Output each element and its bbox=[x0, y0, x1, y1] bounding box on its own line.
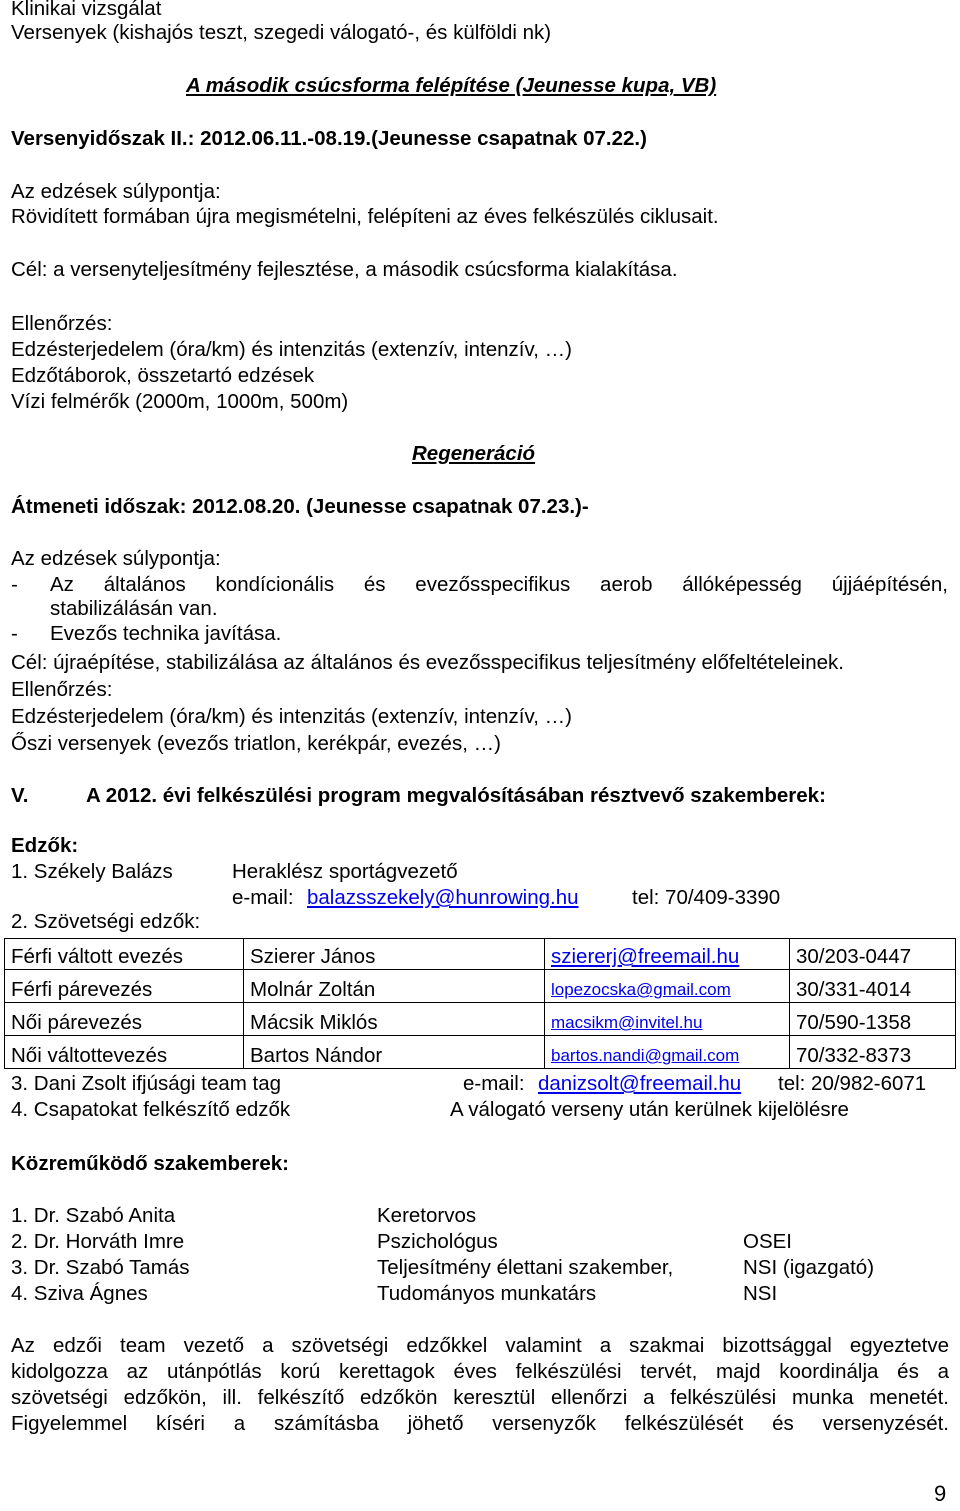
phone-cell: 30/203-0447 bbox=[790, 939, 956, 970]
paragraph-line: Figyelemmel kíséri a számításba jöhető versenyzők felkészülését és versenyzését. bbox=[11, 1412, 949, 1435]
coach-note: A válogató verseny után kerülnek kijelölésre bbox=[450, 1098, 849, 1121]
bullet-dash: - bbox=[11, 573, 18, 596]
email-label: e-mail: bbox=[463, 1072, 525, 1095]
phone: tel: 20/982-6071 bbox=[778, 1072, 927, 1095]
check-item: Vízi felmérők (2000m, 1000m, 500m) bbox=[11, 390, 349, 413]
email-link[interactable]: macsikm@invitel.hu bbox=[545, 1003, 790, 1036]
table-row bbox=[5, 939, 956, 970]
event-cell: Női párevezés bbox=[5, 1003, 244, 1036]
heading-clinical: Klinikai vizsgálat bbox=[11, 0, 162, 20]
expert-org: NSI (igazgató) bbox=[743, 1256, 875, 1279]
coach-name: 4. Csapatokat felkészítő edzők bbox=[11, 1098, 291, 1121]
section-title-regeneration: Regeneráció bbox=[412, 442, 536, 465]
check-item: Edzésterjedelem (óra/km) és intenzitás (extenzív, intenzív, …) bbox=[11, 338, 572, 361]
paragraph-line: szövetségi edzőkön, ill. felkészítő edzőkön keresztül ellenőrzi a felkészülési munka menetét. bbox=[11, 1386, 949, 1409]
coach-name: 1. Székely Balázs bbox=[11, 860, 173, 883]
event-cell: Női váltottevezés bbox=[5, 1036, 244, 1069]
expert-org: OSEI bbox=[743, 1230, 792, 1253]
bullet-line: Az általános kondícionális és evezősspecifikus aerob állóképesség újjáépítésén, bbox=[50, 573, 948, 596]
bullet-line: stabilizálásán van. bbox=[50, 597, 218, 620]
phone: tel: 70/409-3390 bbox=[632, 886, 781, 909]
expert-name: 3. Dr. Szabó Tamás bbox=[11, 1256, 190, 1279]
name-cell: Molnár Zoltán bbox=[244, 970, 545, 1003]
table-row bbox=[5, 1036, 956, 1069]
focus-label: Az edzések súlypontja: bbox=[11, 547, 221, 570]
coach-role: Heraklész sportágvezető bbox=[232, 860, 458, 883]
check-item: Őszi versenyek (evezős triatlon, kerékpár, evezés, …) bbox=[11, 732, 501, 755]
goal-text: Cél: újraépítése, stabilizálása az általános és evezősspecifikus teljesítmény előfeltételeinek. bbox=[11, 651, 844, 674]
page-number: 9 bbox=[934, 1481, 947, 1506]
phone-cell: 70/332-8373 bbox=[790, 1036, 956, 1069]
event-cell: Férfi párevezés bbox=[5, 970, 244, 1003]
check-item: Edzőtáborok, összetartó edzések bbox=[11, 364, 315, 387]
paragraph-line: kidolgozza az utánpótlás korú kerettagok éves felkészülési tervét, majd koordinálja és a bbox=[11, 1360, 949, 1383]
table-row bbox=[5, 970, 956, 1003]
section-title-staff: A 2012. évi felkészülési program megvalósításában résztvevő szakemberek: bbox=[86, 784, 826, 807]
check-item: Edzésterjedelem (óra/km) és intenzitás (extenzív, intenzív, …) bbox=[11, 705, 572, 728]
email-link[interactable]: sziererj@freemail.hu bbox=[545, 939, 790, 970]
bullet-line: Evezős technika javítása. bbox=[50, 622, 282, 645]
focus-label: Az edzések súlypontja: bbox=[11, 180, 221, 203]
expert-role: Tudományos munkatárs bbox=[377, 1282, 597, 1305]
goal-text: Cél: a versenyteljesítmény fejlesztése, a második csúcsforma kialakítása. bbox=[11, 258, 678, 281]
paragraph-line: Az edzői team vezető a szövetségi edzőkkel valamint a szakmai bizottsággal egyeztetve bbox=[11, 1334, 949, 1357]
name-cell: Szierer János bbox=[244, 939, 545, 970]
expert-role: Keretorvos bbox=[377, 1204, 477, 1227]
federal-coaches-table bbox=[4, 938, 956, 1069]
experts-title: Közreműködő szakemberek: bbox=[11, 1152, 289, 1175]
section-roman-numeral: V. bbox=[11, 784, 29, 807]
email-link[interactable]: danizsolt@freemail.hu bbox=[538, 1072, 742, 1095]
check-label: Ellenőrzés: bbox=[11, 312, 113, 335]
name-cell: Mácsik Miklós bbox=[244, 1003, 545, 1036]
phone-cell: 30/331-4014 bbox=[790, 970, 956, 1003]
section-title-second-peak: A második csúcsforma felépítése (Jeunesse kupa, VB) bbox=[186, 74, 717, 97]
name-cell: Bartos Nándor bbox=[244, 1036, 545, 1069]
expert-role: Pszichológus bbox=[377, 1230, 498, 1253]
expert-org: NSI bbox=[743, 1282, 778, 1305]
bullet-dash: - bbox=[11, 622, 18, 645]
expert-name: 1. Dr. Szabó Anita bbox=[11, 1204, 176, 1227]
heading-competitions: Versenyek (kishajós teszt, szegedi válogató-, és külföldi nk) bbox=[11, 21, 552, 44]
coaches-label: Edzők: bbox=[11, 834, 79, 857]
email-label: e-mail: bbox=[232, 886, 294, 909]
coach-name: 3. Dani Zsolt ifjúsági team tag bbox=[11, 1072, 282, 1095]
check-label: Ellenőrzés: bbox=[11, 678, 113, 701]
transition-period: Átmeneti időszak: 2012.08.20. (Jeunesse csapatnak 07.23.)- bbox=[11, 495, 589, 518]
email-link[interactable]: bartos.nandi@gmail.com bbox=[545, 1036, 790, 1069]
expert-name: 2. Dr. Horváth Imre bbox=[11, 1230, 185, 1253]
event-cell: Férfi váltott evezés bbox=[5, 939, 244, 970]
table-row bbox=[5, 1003, 956, 1036]
federal-coaches-label: 2. Szövetségi edzők: bbox=[11, 910, 201, 933]
phone-cell: 70/590-1358 bbox=[790, 1003, 956, 1036]
email-link[interactable]: balazsszekely@hunrowing.hu bbox=[307, 886, 579, 909]
competition-period: Versenyidőszak II.: 2012.06.11.-08.19.(Jeunesse csapatnak 07.22.) bbox=[11, 127, 647, 150]
expert-name: 4. Sziva Ágnes bbox=[11, 1282, 148, 1305]
focus-text: Rövidített formában újra megismételni, felépíteni az éves felkészülés ciklusait. bbox=[11, 205, 719, 228]
expert-role: Teljesítmény élettani szakember, bbox=[377, 1256, 674, 1279]
email-link[interactable]: lopezocska@gmail.com bbox=[545, 970, 790, 1003]
